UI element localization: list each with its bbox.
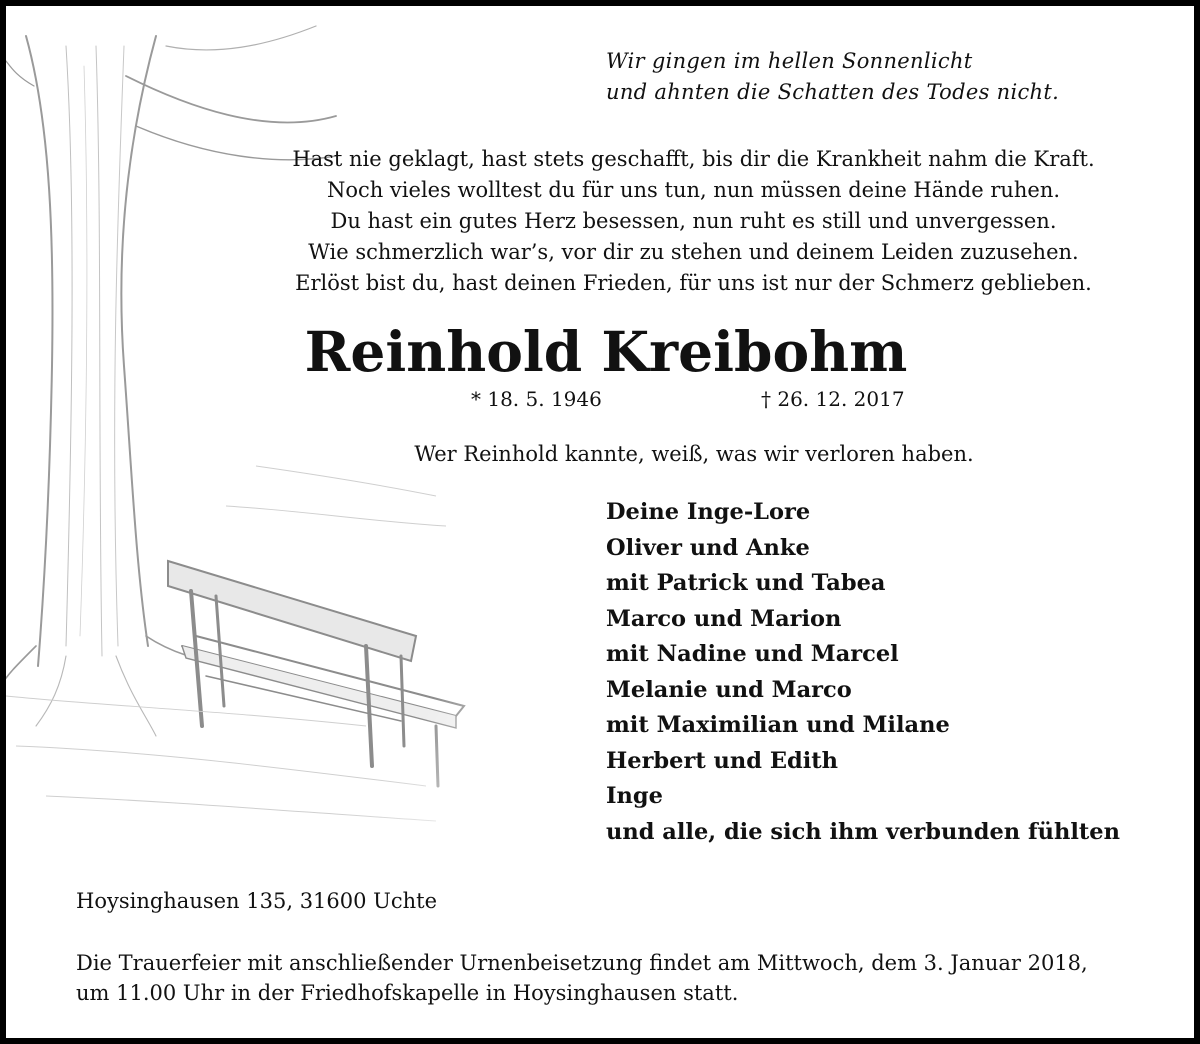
poem-line: Noch vieles wolltest du für uns tun, nun müssen deine Hände ruhen. — [326, 178, 1061, 202]
funeral-service-info — [76, 948, 1166, 1008]
deceased-name: Reinhold Kreibohm — [304, 319, 908, 384]
tagline: Wer Reinhold kannte, weiß, was wir verloren haben. — [414, 442, 974, 466]
family-list — [606, 495, 1120, 850]
family-member: mit Patrick und Tabea — [606, 570, 886, 596]
poem-line: Wie schmerzlich war’s, vor dir zu stehen und deinem Leiden zuzusehen. — [308, 240, 1079, 264]
epigraph — [606, 46, 1166, 108]
epigraph-line: und ahnten die Schatten des Todes nicht. — [606, 80, 1060, 104]
death-date: † 26. 12. 2017 — [761, 387, 905, 411]
family-member: Inge — [606, 783, 663, 809]
family-member: und alle, die sich ihm verbunden fühlten — [606, 818, 1120, 845]
family-member: Oliver und Anke — [606, 534, 810, 561]
poem-line: Erlöst bist du, hast deinen Frieden, für uns ist nur der Schmerz geblieben. — [295, 271, 1092, 295]
poem-line: Hast nie geklagt, hast stets geschafft, bis dir die Krankheit nahm die Kraft. — [292, 147, 1095, 171]
family-member: Marco und Marion — [606, 605, 842, 632]
tree-bench-sketch — [6, 6, 606, 836]
poem-line: Du hast ein gutes Herz besessen, nun ruht es still und unvergessen. — [330, 209, 1057, 233]
family-member: Herbert und Edith — [606, 747, 839, 774]
family-member: Deine Inge-Lore — [606, 499, 811, 525]
family-member: Melanie und Marco — [606, 676, 852, 703]
family-member: mit Maximilian und Milane — [606, 712, 950, 738]
family-member: mit Nadine und Marcel — [606, 641, 899, 667]
service-line: Die Trauerfeier mit anschließender Urnenbeisetzung findet am Mittwoch, dem 3. Januar 2018, — [76, 951, 1088, 975]
epigraph-line: Wir gingen im hellen Sonnenlicht — [606, 49, 973, 73]
poem — [236, 144, 1151, 299]
address: Hoysinghausen 135, 31600 Uchte — [76, 889, 438, 913]
service-line: um 11.00 Uhr in der Friedhofskapelle in Hoysinghausen statt. — [76, 981, 739, 1005]
birth-date: * 18. 5. 1946 — [471, 387, 602, 411]
